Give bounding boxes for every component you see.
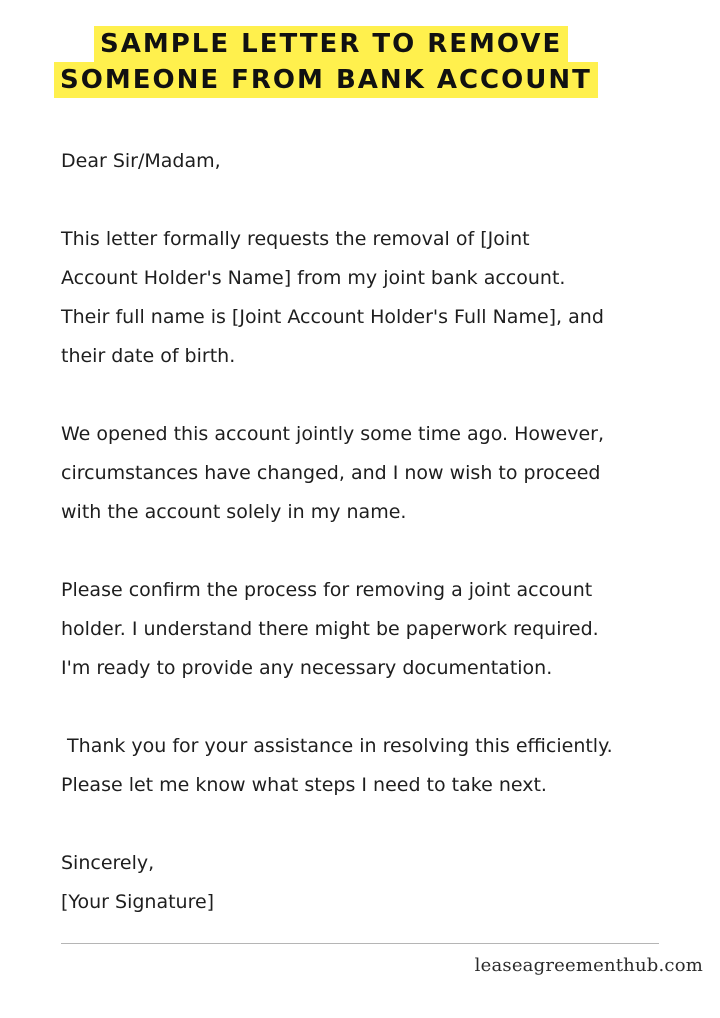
salutation: Dear Sir/Madam, — [61, 150, 221, 172]
paragraph-1 — [61, 220, 701, 376]
paragraph-2 — [61, 415, 701, 532]
paragraph-line: Their full name is [Joint Account Holder's Full Name], and — [61, 306, 604, 328]
paragraph-line: their date of birth. — [61, 345, 236, 367]
title-line-2: SOMEONE FROM BANK ACCOUNT — [54, 62, 598, 98]
paragraph-line: This letter formally requests the removal of [Joint — [61, 228, 530, 250]
title-line-1: SAMPLE LETTER TO REMOVE — [94, 26, 568, 62]
paragraph-line: I'm ready to provide any necessary documentation. — [61, 657, 553, 679]
footer-divider — [61, 943, 659, 944]
paragraph-line: We opened this account jointly some time ago. However, — [61, 423, 605, 445]
letter-body — [61, 142, 701, 922]
paragraph-3 — [61, 571, 701, 688]
paragraph-line: with the account solely in my name. — [61, 501, 407, 523]
paragraph-line: Please let me know what steps I need to take next. — [61, 774, 547, 796]
closing: Sincerely, — [61, 852, 155, 874]
paragraph-4 — [61, 727, 701, 805]
paragraph-line: Account Holder's Name] from my joint bank account. — [61, 267, 566, 289]
paragraph-line: circumstances have changed, and I now wish to proceed — [61, 462, 601, 484]
paragraph-line: Thank you for your assistance in resolving this efficiently. — [61, 735, 613, 757]
footer-site-name: leaseagreementhub.com — [474, 955, 703, 976]
paragraph-line: holder. I understand there might be paperwork required. — [61, 618, 599, 640]
signature-placeholder: [Your Signature] — [61, 891, 215, 913]
paragraph-line: Please confirm the process for removing a joint account — [61, 579, 593, 601]
